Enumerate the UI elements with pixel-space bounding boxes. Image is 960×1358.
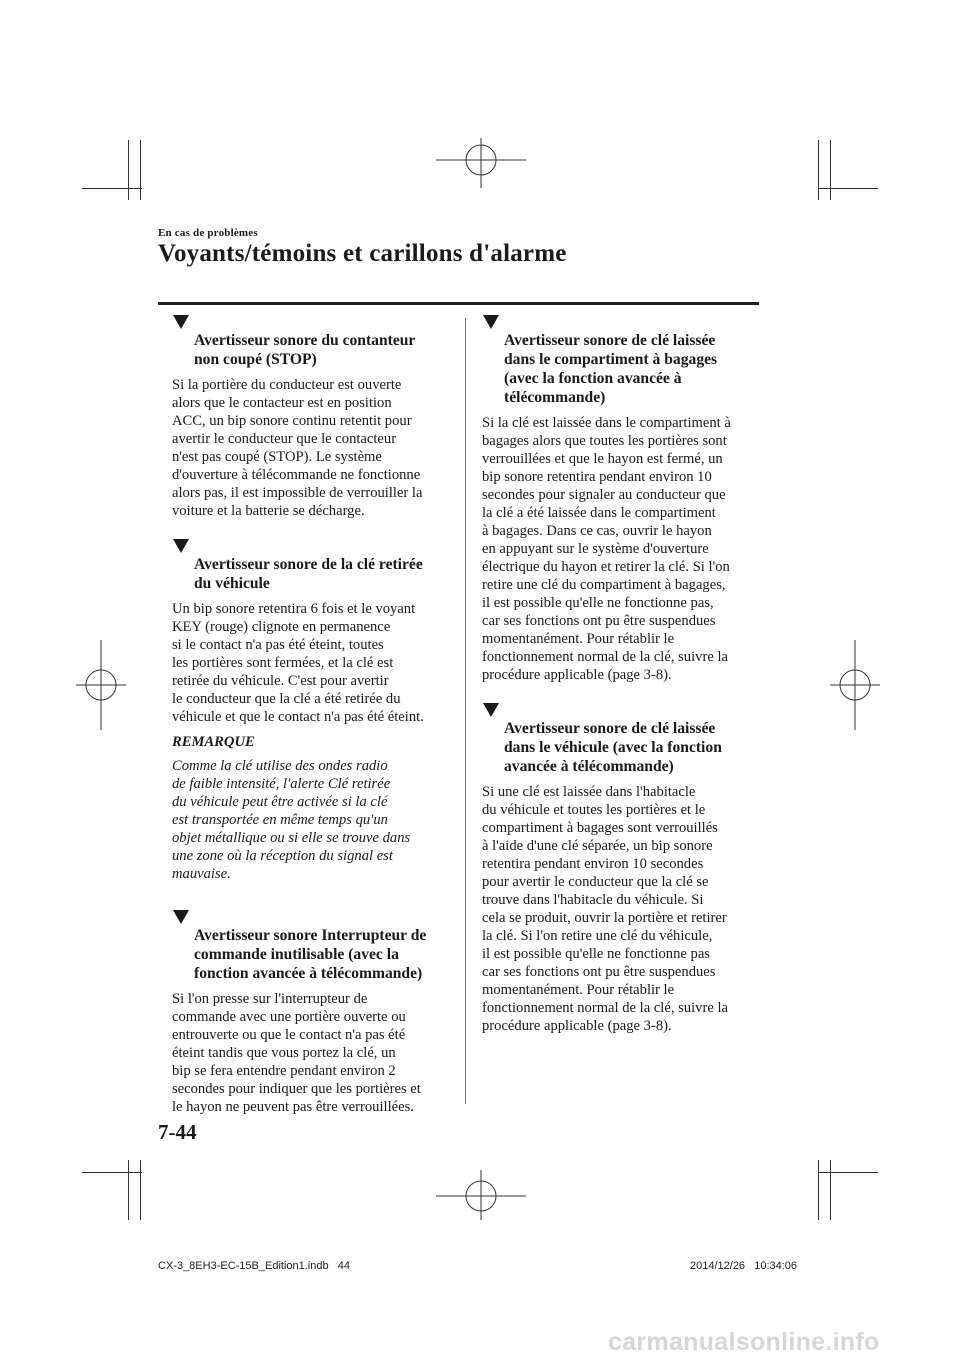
registration-mark-icon bbox=[436, 1170, 526, 1220]
down-triangle-icon bbox=[483, 703, 499, 717]
chapter-label: En cas de problèmes bbox=[158, 227, 258, 239]
section-heading: Avertisseur sonore du contanteur non coupé (STOP) bbox=[172, 312, 450, 369]
down-triangle-icon bbox=[173, 539, 189, 553]
page-number: 7-44 bbox=[158, 1120, 197, 1144]
down-triangle-icon bbox=[483, 315, 499, 329]
section-heading: Avertisseur sonore Interrupteur de commande inutilisable (avec la fonction avancée à télécommande) bbox=[172, 907, 450, 983]
section-body: Un bip sonore retentira 6 fois et le voyant KEY (rouge) clignote en permanence si le contact n'a pas été éteint, toutes les portières sont fermées, et la clé est retirée du véhicule. C'est pour avertir le conducteur que la clé a été retirée du véhicule et que le contact n'a pas été éteint. bbox=[172, 601, 424, 725]
section-key-removed bbox=[172, 536, 450, 883]
watermark: carmanualsonline.info bbox=[608, 1328, 880, 1356]
registration-mark-icon bbox=[76, 640, 126, 730]
note-label: REMARQUE bbox=[172, 734, 255, 750]
page-title: Voyants/témoins et carillons d'alarme bbox=[158, 240, 567, 267]
section-body: Si la portière du conducteur est ouverte alors que le contacteur est en position ACC, un bip sonore continu retentit pour avertir le conducteur que le contacteur n'est pas coupé (STOP). Le système d'ouverture à télécommande ne fonctionne alors pas, il est impossible de verrouiller la voiture et la batterie se décharge. bbox=[172, 377, 423, 519]
title-divider bbox=[158, 302, 759, 305]
section-body: Si l'on presse sur l'interrupteur de commande avec une portière ouverte ou entrouverte ou que le contact n'a pas été éteint tandis que vous portez la clé, un bip se fera entendre pendant environ 2 secondes pour indiquer que les portières et le hayon ne peuvent pas être verrouillées. bbox=[172, 991, 421, 1115]
section-body: Si une clé est laissée dans l'habitacle du véhicule et toutes les portières et le compartiment à bagages sont verrouillés à l'aide d'une clé séparée, un bip sonore retentira pendant environ 10 secondes pour avertir le conducteur que la clé se trouve dans l'habitacle du véhicule. Si cela se produit, ouvrir la portière et retirer la clé. Si l'on retire une clé du véhicule, il est possible qu'elle ne fonctionne pas car ses fonctions ont pu être suspendues momentanément. Pour rétablir le fonctionnement normal de la clé, suivre la procédure applicable (page 3-8). bbox=[482, 784, 728, 1034]
section-heading: Avertisseur sonore de la clé retirée du véhicule bbox=[172, 536, 450, 593]
column-divider bbox=[465, 318, 466, 1104]
section-heading: Avertisseur sonore de clé laissée dans le compartiment à bagages (avec la fonction avancée à télécommande) bbox=[482, 312, 764, 407]
registration-mark-icon bbox=[830, 640, 880, 730]
footer-timestamp: 2014/12/26 10:34:06 bbox=[690, 1260, 798, 1272]
down-triangle-icon bbox=[173, 910, 189, 924]
right-column bbox=[482, 312, 764, 1035]
section-key-in-trunk bbox=[482, 312, 764, 684]
left-column bbox=[172, 312, 450, 1116]
section-switch-inoperable bbox=[172, 907, 450, 1116]
section-contact-not-off bbox=[172, 312, 450, 520]
section-body: Si la clé est laissée dans le compartiment à bagages alors que toutes les portières sont verrouillées et que le hayon est fermé, un bip sonore retentira pendant environ 10 secondes pour signaler au conducteur que la clé a été laissée dans le compartiment à bagages. Dans ce cas, ouvrir le hayon en appuyant sur le système d'ouverture électrique du hayon et retirer la clé. Si l'on retire une clé du compartiment à bagages, il est possible qu'elle ne fonctionne pas, car ses fonctions ont pu être suspendues momentanément. Pour rétablir le fonctionnement normal de la clé, suivre la procédure applicable (page 3-8). bbox=[482, 415, 731, 683]
section-key-in-vehicle bbox=[482, 700, 764, 1035]
registration-mark-icon bbox=[436, 138, 526, 188]
note-body: Comme la clé utilise des ondes radio de faible intensité, l'alerte Clé retirée du véhicule peut être activée si la clé est transportée en même temps qu'un objet métallique ou si elle se trouve dans une zone où la réception du signal est mauvaise. bbox=[172, 758, 411, 882]
down-triangle-icon bbox=[173, 315, 189, 329]
footer-file-info: CX-3_8EH3-EC-15B_Edition1.indb 44 bbox=[158, 1260, 351, 1272]
section-heading: Avertisseur sonore de clé laissée dans le véhicule (avec la fonction avancée à télécommande) bbox=[482, 700, 764, 776]
